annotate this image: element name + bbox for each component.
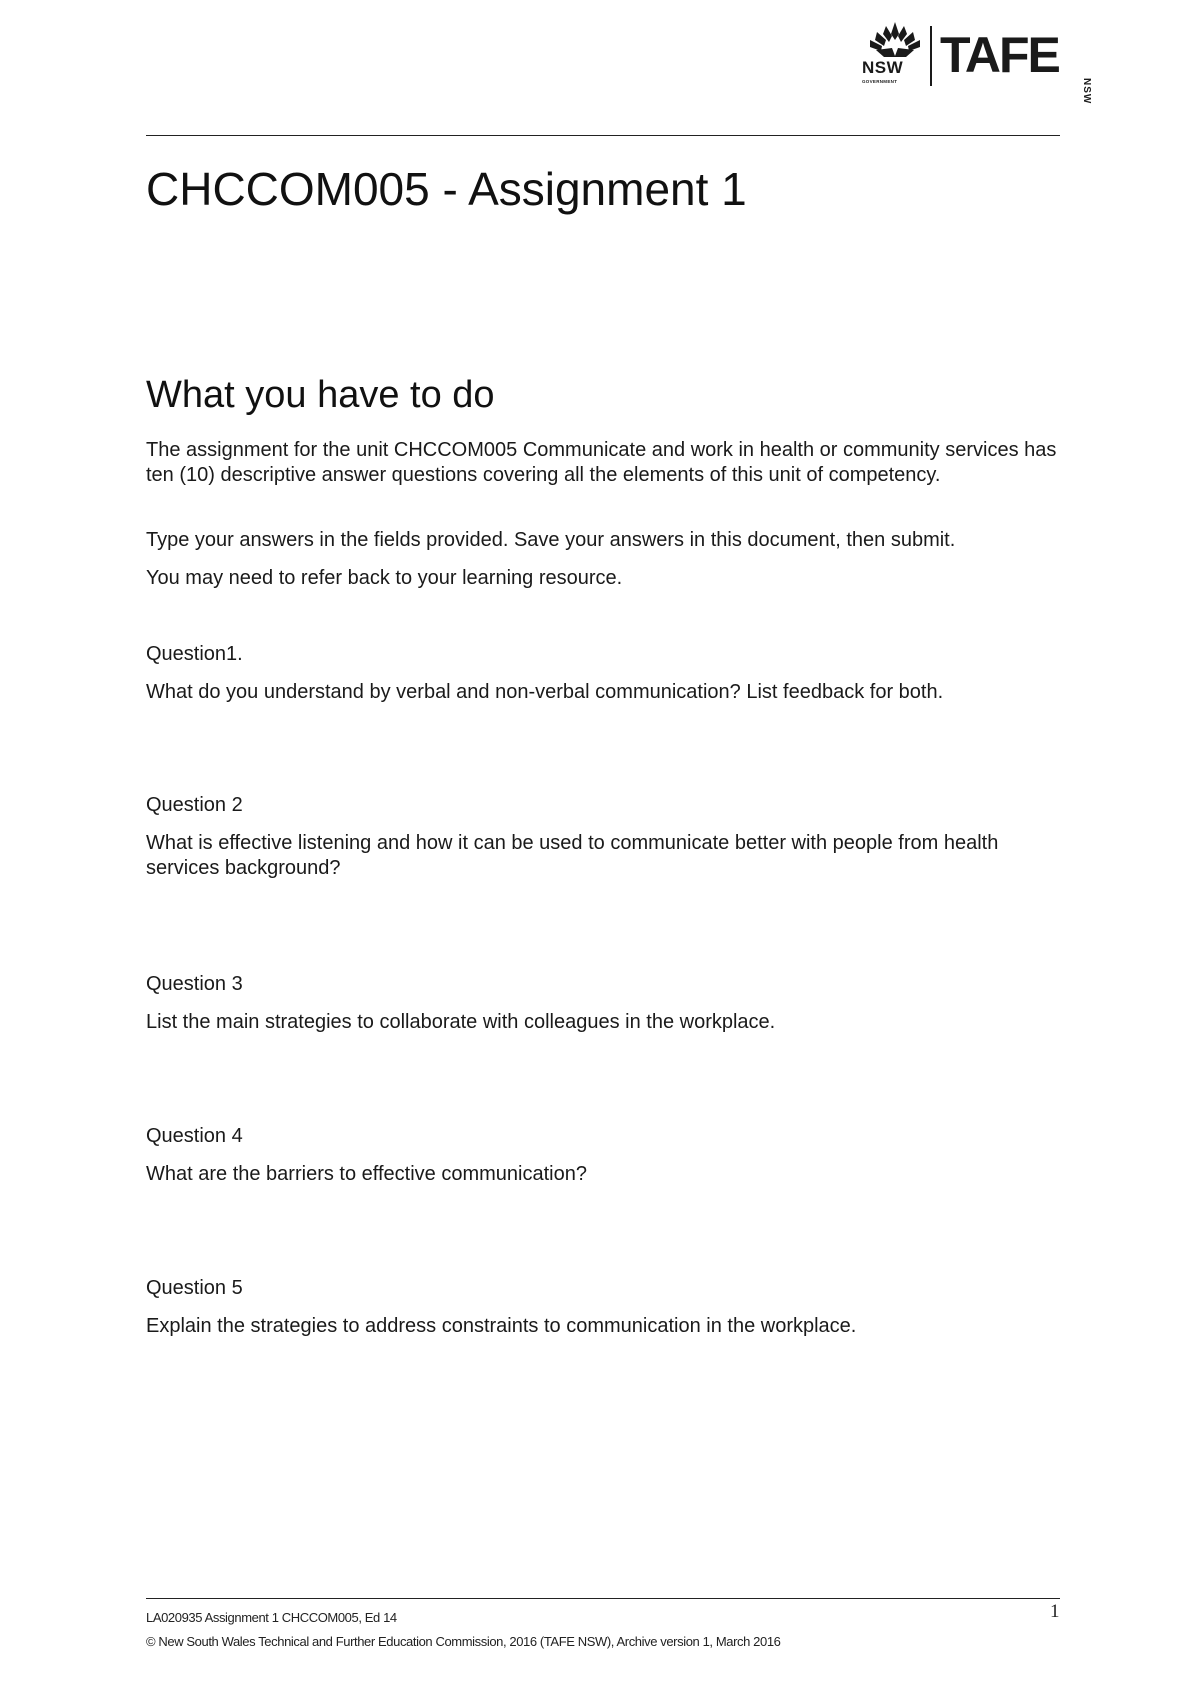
tafe-nsw-logo [858,20,1098,105]
footer-doc-reference: LA020935 Assignment 1 CHCCOM005, Ed 14 [146,1610,397,1625]
nsw-wordmark: NSW [862,58,904,77]
question-text: What is effective listening and how it can be used to communicate better with people from health services background? [146,832,999,879]
footer-copyright: © New South Wales Technical and Further Education Commission, 2016 (TAFE NSW), Archive version 1, March 2016 [146,1634,781,1649]
document-title: CHCCOM005 - Assignment 1 [146,163,747,215]
tafe-nsw-wordmark: NSW [1081,78,1092,105]
question-label: Question 2 [146,794,243,816]
question-label: Question 4 [146,1125,243,1147]
intro-paragraph: You may need to refer back to your learning resource. [146,567,623,589]
intro-paragraph: The assignment for the unit CHCCOM005 Communicate and work in health or community services has ten (10) descriptive answer questions covering all the elements of this unit of competency. [146,439,1057,486]
question-text: List the main strategies to collaborate with colleagues in the workplace. [146,1011,776,1033]
section-heading: What you have to do [146,374,495,416]
question-text: Explain the strategies to address constraints to communication in the workplace. [146,1315,857,1337]
question-label: Question1. [146,643,243,665]
waratah-icon [862,20,928,60]
footer-rule [146,1598,1060,1599]
question-label: Question 3 [146,973,243,995]
header-rule [146,135,1060,136]
question-text: What do you understand by verbal and non-verbal communication? List feedback for both. [146,681,944,703]
question-text: What are the barriers to effective communication? [146,1163,587,1185]
intro-paragraph: Type your answers in the fields provided. Save your answers in this document, then submit. [146,529,956,551]
logo-divider [930,26,932,86]
page-number: 1 [1050,1601,1060,1622]
question-label: Question 5 [146,1277,243,1299]
tafe-wordmark: TAFE [940,27,1059,83]
government-wordmark: GOVERNMENT [862,79,898,84]
